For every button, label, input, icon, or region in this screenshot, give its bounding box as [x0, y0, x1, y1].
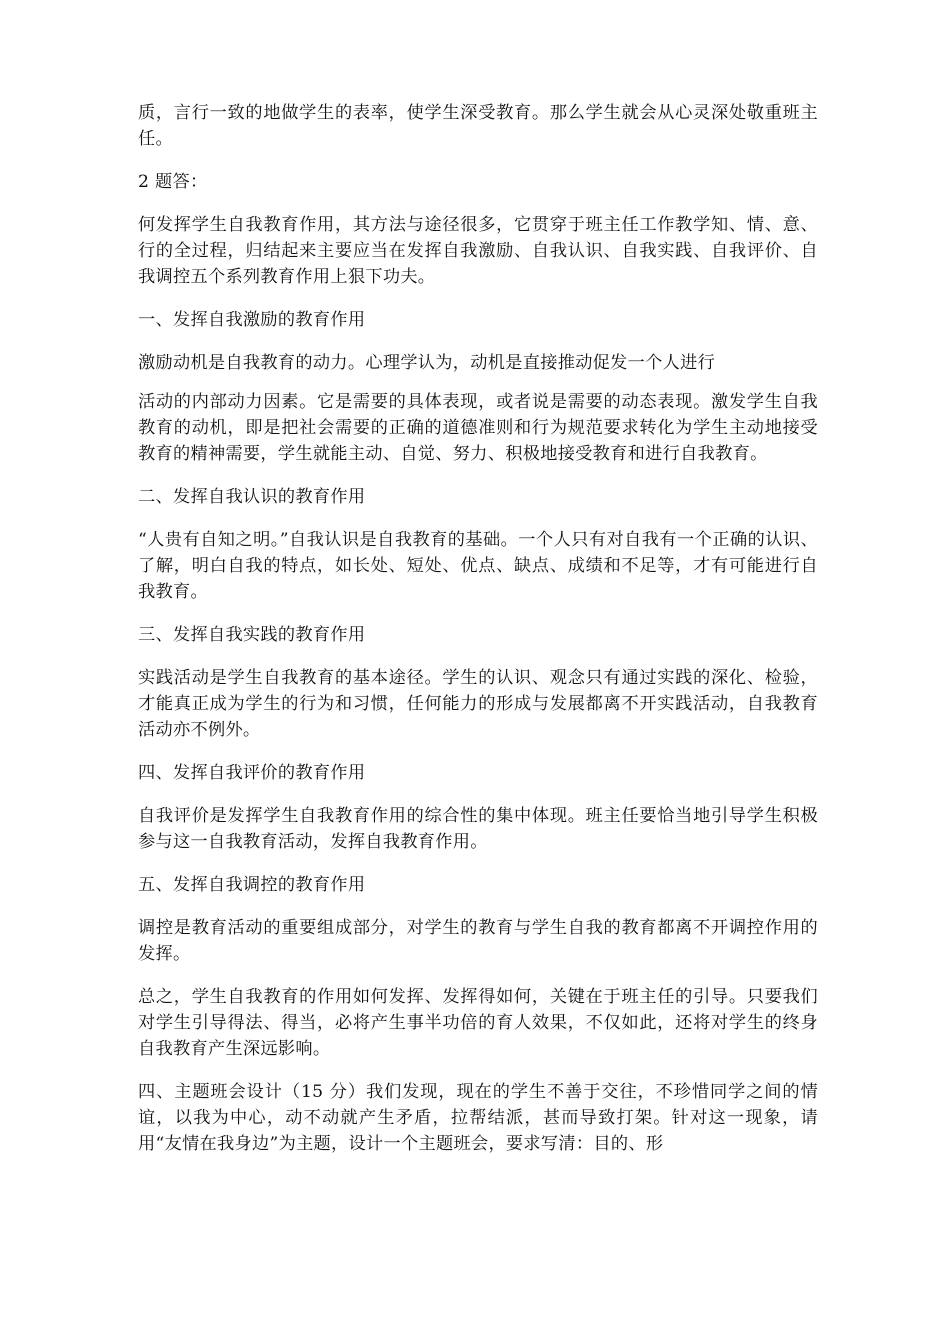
paragraph-self-regulation: 调控是教育活动的重要组成部分，对学生的教育与学生自我的教育都离不开调控作用的发挥。: [138, 918, 818, 964]
paragraph-summary: 总之，学生自我教育的作用如何发挥、发挥得如何，关键在于班主任的引导。只要我们对学生引导得法、得当，必将产生事半功倍的育人效果，不仅如此，还将对学生的终身自我教育产生深远影响。: [138, 987, 818, 1059]
paragraph-motivation-1: 激励动机是自我教育的动力。心理学认为，动机是直接推动促发一个人进行: [138, 353, 716, 373]
document-body: [138, 100, 818, 1157]
heading-self-regulation: 五、发挥自我调控的教育作用: [138, 875, 366, 895]
heading-self-motivation: 一、发挥自我激励的教育作用: [138, 310, 366, 330]
paragraph-self-evaluation: 自我评价是发挥学生自我教育作用的综合性的集中体现。班主任要恰当地引导学生积极参与这一自我教育活动，发挥自我教育作用。: [138, 806, 818, 852]
paragraph-self-awareness: “人贵有自知之明。”自我认识是自我教育的基础。一个人只有对自我有一个正确的认识、了解，明白自我的特点，如长处、短处、优点、缺点、成绩和不足等，才有可能进行自我教育。: [138, 530, 818, 602]
heading-self-evaluation: 四、发挥自我评价的教育作用: [138, 763, 366, 783]
paragraph-self-practice: 实践活动是学生自我教育的基本途径。学生的认识、观念只有通过实践的深化、检验，才能真正成为学生的行为和习惯，任何能力的形成与发展都离不开实践活动，自我教育活动亦不例外。: [138, 668, 818, 740]
answer-label: 2 题答：: [138, 172, 208, 192]
heading-self-awareness: 二、发挥自我认识的教育作用: [138, 487, 366, 507]
paragraph-intro: 何发挥学生自我教育作用，其方法与途径很多，它贯穿于班主任工作教学知、情、意、行的全过程，归结起来主要应当在发挥自我激励、自我认识、自我实践、自我评价、自我调控五个系列教育作用上狠下功夫。: [138, 215, 818, 287]
heading-self-practice: 三、发挥自我实践的教育作用: [138, 625, 366, 645]
paragraph-class-meeting-design: 四、主题班会设计（15 分）我们发现，现在的学生不善于交往，不珍惜同学之间的情谊，以我为中心，动不动就产生矛盾，拉帮结派，甚而导致打架。针对这一现象，请用“友情在我身边”为主题，设计一个主题班会，要求写清：目的、形: [138, 1082, 818, 1154]
paragraph-motivation-2: 活动的内部动力因素。它是需要的具体表现，或者说是需要的动态表现。激发学生自我教育的动机，即是把社会需要的正确的道德准则和行为规范要求转化为学生主动地接受教育的精神需要，学生就能主动、自觉、努力、积极地接受教育和进行自我教育。: [138, 392, 818, 464]
paragraph-continuation: 质，言行一致的地做学生的表率，使学生深受教育。那么学生就会从心灵深处敬重班主任。: [138, 103, 818, 149]
